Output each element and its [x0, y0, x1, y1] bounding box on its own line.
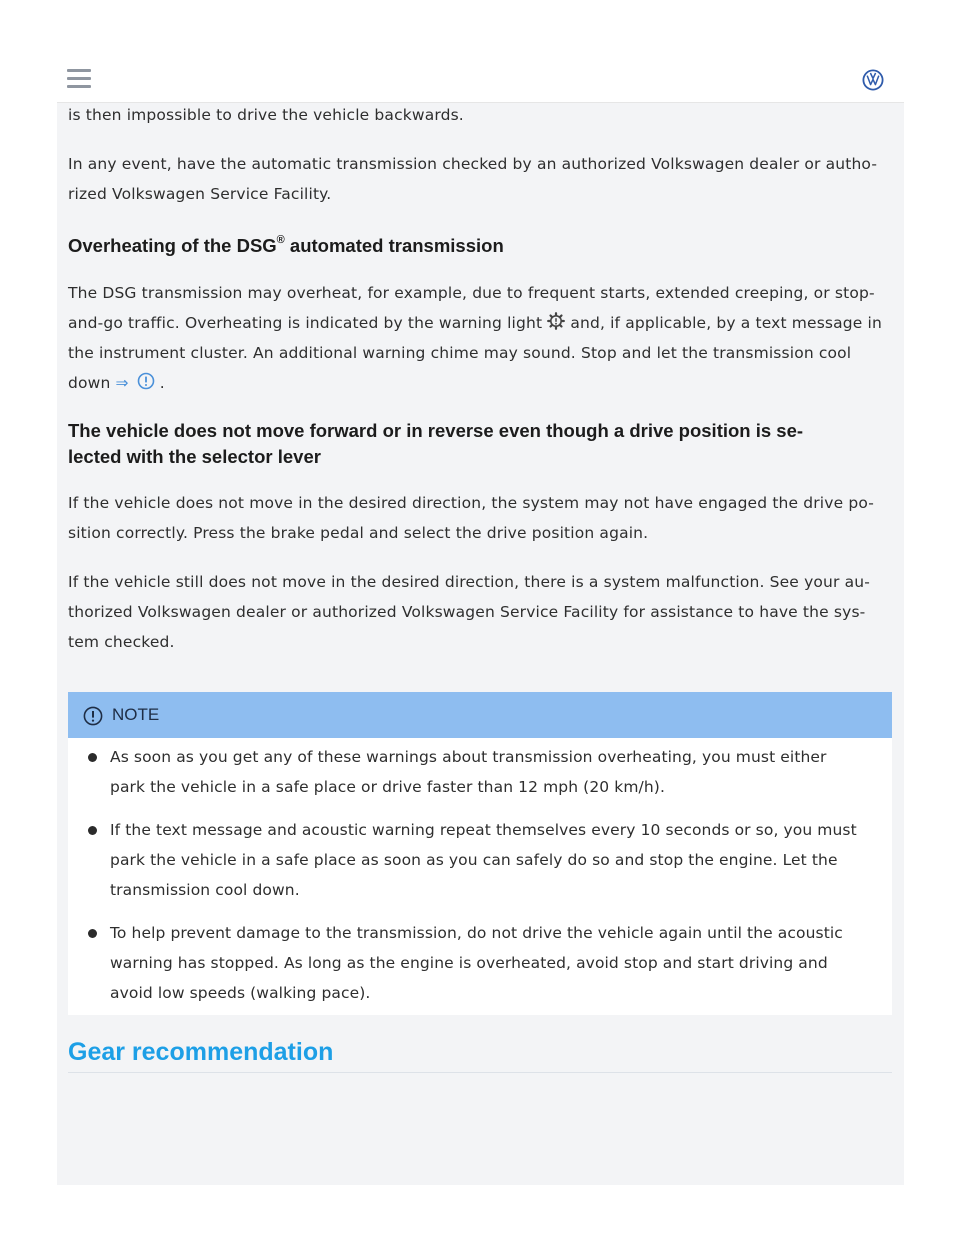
paragraph-backwards	[68, 100, 893, 130]
note-box	[68, 692, 892, 1015]
text-line: is then impossible to drive the vehicle backwards.	[68, 106, 464, 124]
paragraph-drive-position	[68, 488, 893, 548]
note-item	[68, 815, 892, 905]
text-line: transmission cool down.	[110, 881, 300, 899]
heading-text: lected with the selector lever	[68, 446, 321, 468]
reference-arrow[interactable]: ⇒	[115, 374, 129, 393]
paragraph-overheating	[68, 278, 893, 398]
text-line: rized Volkswagen Service Facility.	[68, 185, 332, 203]
note-list	[68, 738, 892, 1008]
text-line: If the text message and acoustic warning repeat themselves every 10 seconds or so, you must	[110, 821, 857, 839]
text-line: down	[68, 374, 116, 393]
text-line: avoid low speeds (walking pace).	[110, 984, 371, 1002]
text-line: and, if applicable, by a text message in	[565, 314, 882, 333]
bullet-icon	[88, 826, 97, 835]
text-line: If the vehicle does not move in the desired direction, the system may not have engaged the drive po-	[68, 494, 874, 513]
text-line: park the vehicle in a safe place as soon as you can safely do so and stop the engine. Let the	[110, 851, 838, 869]
heading-text: automated transmission	[284, 235, 504, 257]
note-item	[68, 742, 892, 802]
text-line: the instrument cluster. An additional warning chime may sound. Stop and let the transmission cool	[68, 344, 852, 363]
text-line: park the vehicle in a safe place or drive faster than 12 mph (20 km/h).	[110, 778, 665, 796]
text-line: .	[154, 374, 165, 393]
top-bar	[57, 58, 904, 103]
text-line: warning has stopped. As long as the engine is overheated, avoid stop and start driving and	[110, 954, 828, 972]
hamburger-menu-icon[interactable]	[67, 69, 91, 91]
transmission-warning-icon	[547, 312, 565, 330]
section-title-gear-recommendation: Gear recommendation	[68, 1038, 892, 1073]
vw-logo-icon[interactable]	[862, 69, 884, 91]
text-line: thorized Volkswagen dealer or authorized Volkswagen Service Facility for assistance to have the sys-	[68, 603, 866, 622]
text-line: tem checked.	[68, 633, 175, 652]
text-line: The DSG transmission may overheat, for example, due to frequent starts, extended creeping, or stop-	[68, 284, 875, 303]
caution-icon[interactable]	[137, 372, 155, 390]
note-item	[68, 918, 892, 1008]
text-line: As soon as you get any of these warnings about transmission overheating, you must either	[110, 748, 827, 766]
bullet-icon	[88, 929, 97, 938]
note-label: NOTE	[112, 705, 160, 724]
registered-mark: ®	[276, 234, 285, 246]
bullet-icon	[88, 753, 97, 762]
text-line: To help prevent damage to the transmission, do not drive the vehicle again until the acoustic	[110, 924, 843, 942]
heading-overheating	[68, 229, 893, 259]
heading-text: The vehicle does not move forward or in reverse even though a drive position is se-	[68, 420, 804, 442]
heading-no-movement	[68, 418, 893, 470]
document-content	[68, 100, 893, 657]
paragraph-inspection	[68, 149, 893, 209]
text-line: sition correctly. Press the brake pedal and select the drive position again.	[68, 524, 649, 543]
heading-text: Overheating of the DSG	[68, 235, 277, 257]
paragraph-malfunction	[68, 567, 893, 657]
note-header	[68, 692, 892, 738]
note-warning-icon	[83, 706, 103, 726]
text-line: If the vehicle still does not move in the desired direction, there is a system malfunction. See your au-	[68, 573, 870, 592]
text-line: and-go traffic. Overheating is indicated by the warning light	[68, 314, 548, 333]
text-line: In any event, have the automatic transmission checked by an authorized Volkswagen dealer or autho-	[68, 155, 878, 173]
